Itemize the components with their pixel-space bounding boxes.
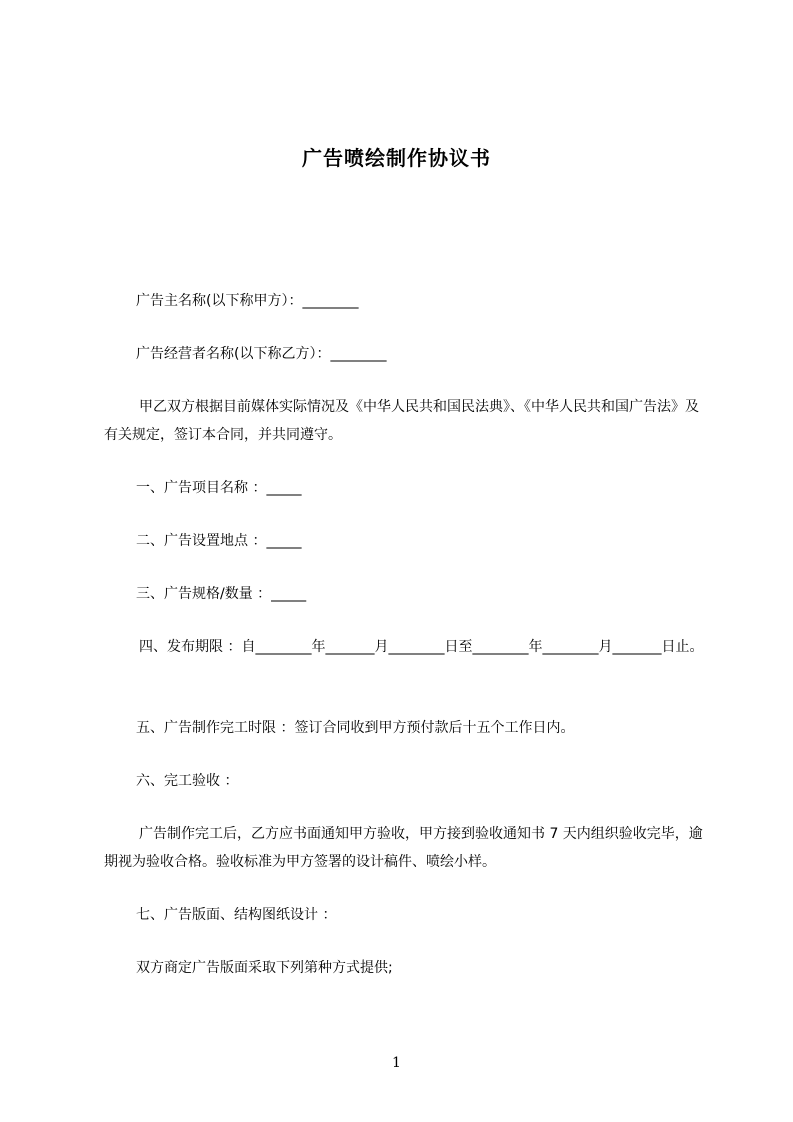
clause-7: 七、广告版面、结构图纸设计 ： (136, 907, 337, 923)
clause-5: 五、广告制作完工时限 ：签订合同收到甲方预付款后十五个工作日内。 (136, 720, 575, 736)
clause-6: 六、完工验收 ： (136, 773, 239, 789)
page-number: 1 (392, 1055, 401, 1071)
clause-7-body: 双方商定广告版面采取下列第种方式提供; (136, 960, 393, 976)
clause-3: 三、广告规格/数量 ：_____ (136, 586, 307, 602)
document-title: 广告喷绘制作协议书 (302, 146, 491, 170)
clause-4: 四、发布期限 ：自________年_______月________日至________年________月_______日止。 (139, 639, 704, 655)
clause-6-body: 广告制作完工后，乙方应书面通知甲方验收，甲方接到验收通知书 7 天内组织验收完毕，逾期视为验收合格。验收标准为甲方签署的设计稿件、喷绘小样。 (104, 826, 703, 870)
party-a-line: 广告主名称(以下称甲方）：________ (136, 293, 359, 309)
clause-2: 二、广告设置地点 ：_____ (136, 533, 302, 549)
party-b-line: 广告经营者名称(以下称乙方）：________ (136, 346, 387, 362)
preamble-paragraph: 甲乙双方根据目前媒体实际情况及《中华人民共和国民法典》、《中华人民共和国广告法》及有关规定，签订本合同，并共同遵守。 (104, 399, 699, 443)
clause-1: 一、广告项目名称 ：_____ (136, 480, 302, 496)
